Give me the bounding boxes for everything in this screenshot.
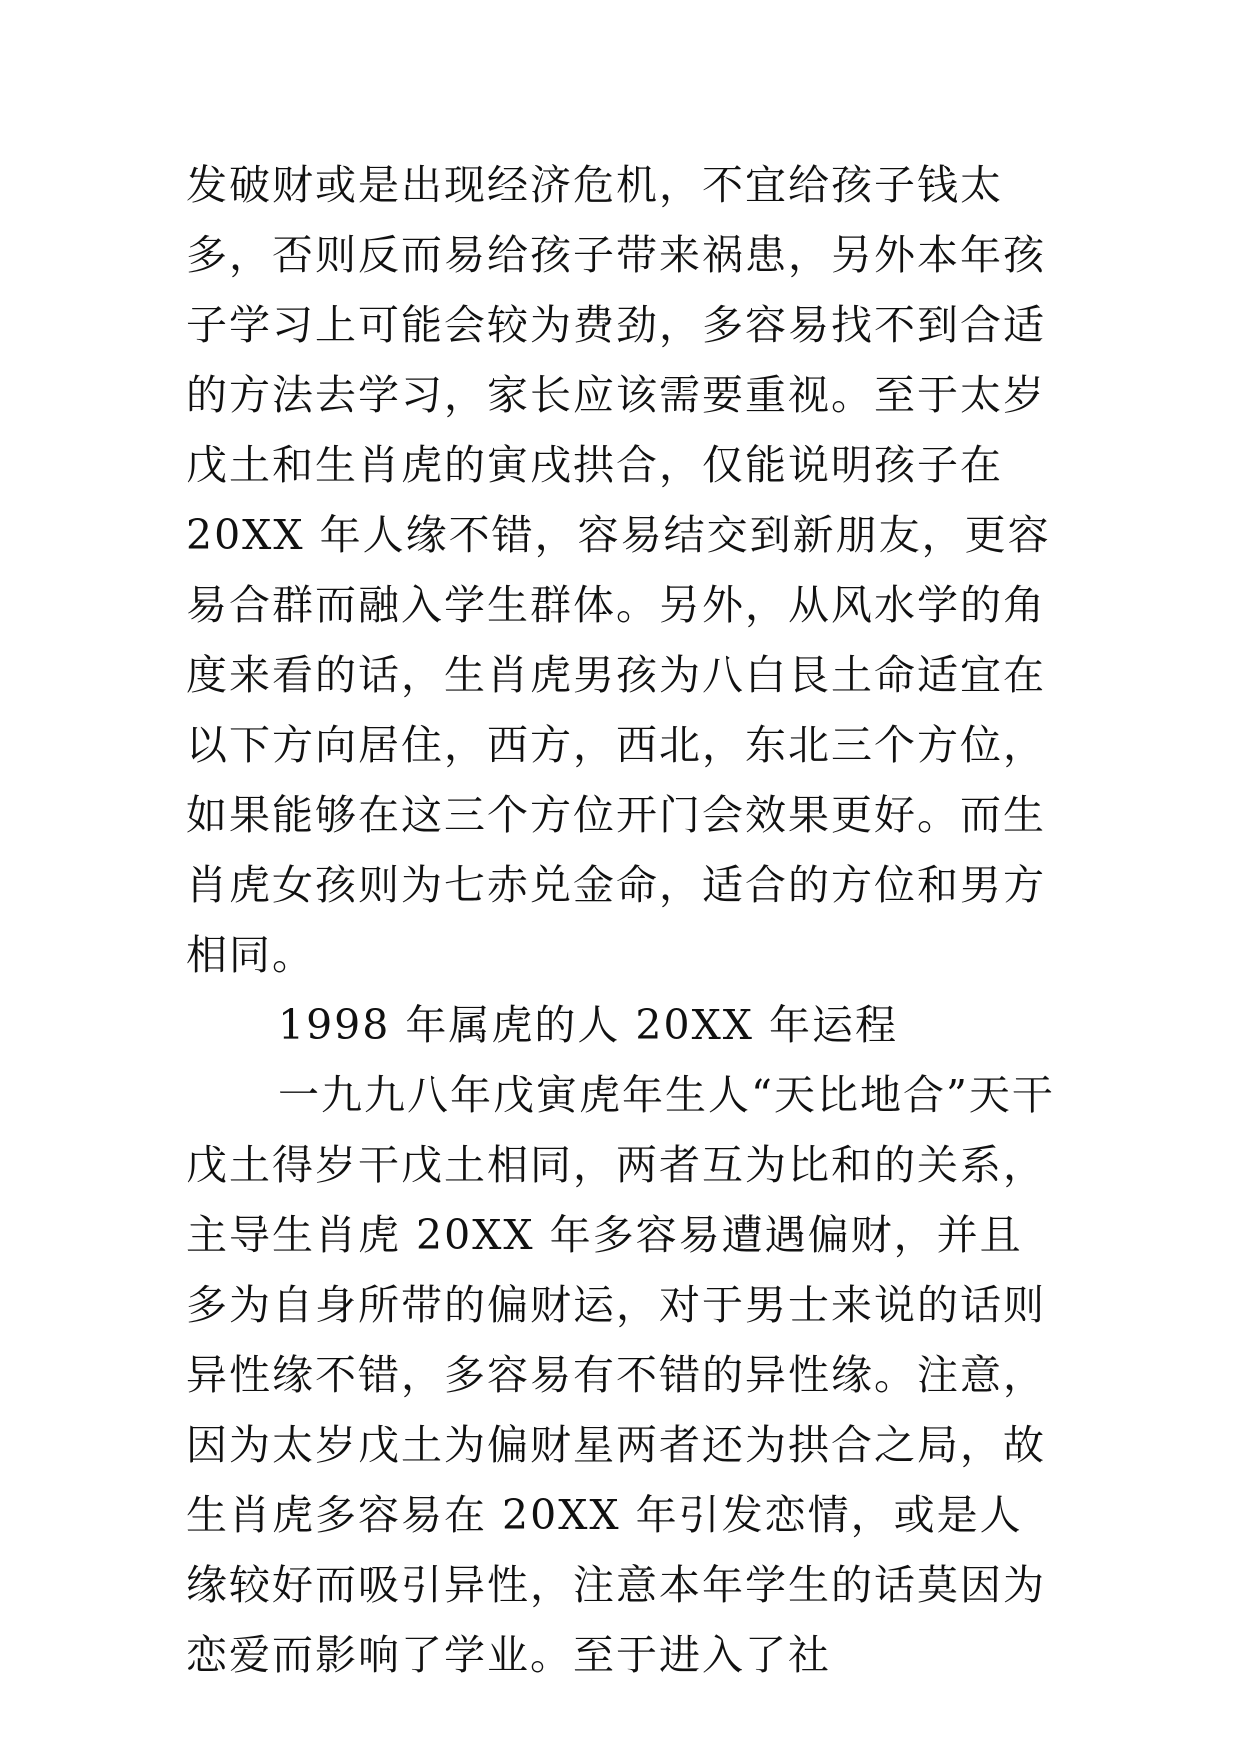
paragraph-horoscope-children: 发破财或是出现经济危机，不宜给孩子钱太多，否则反而易给孩子带来祸患，另外本年孩子学习上可能会较为费劲，多容易找不到合适的方法去学习，家长应该需要重视。至于太岁戊土和生肖虎的寅戌拱合，仅能说明孩子在 20XX 年人缘不错，容易结交到新朋友，更容易合群而融入学生群体。另外，从风水学的角度来看的话，生肖虎男孩为八白艮土命适宜在以下方向居住，西方，西北，东北三个方位，如果能够在这三个方位开门会效果更好。而生肖虎女孩则为七赤兑金命，适合的方位和男方相同。 [186, 161, 1051, 979]
section-heading: 1998 年属虎的人 20XX 年运程 [278, 1001, 898, 1049]
document-body [186, 150, 1056, 1690]
paragraph-horoscope-1998: 一九九八年戊寅虎年生人“天比地合”天干戊土得岁干戊土相同，两者互为比和的关系，主导生肖虎 20XX 年多容易遭遇偏财，并且多为自身所带的偏财运，对于男士来说的话则异性缘不错，多容易有不错的异性缘。注意，因为太岁戊土为偏财星两者还为拱合之局，故生肖虎多容易在 20XX 年引发恋情，或是人缘较好而吸引异性，注意本年学生的话莫因为恋爱而影响了学业。至于进入了社 [186, 1071, 1055, 1679]
